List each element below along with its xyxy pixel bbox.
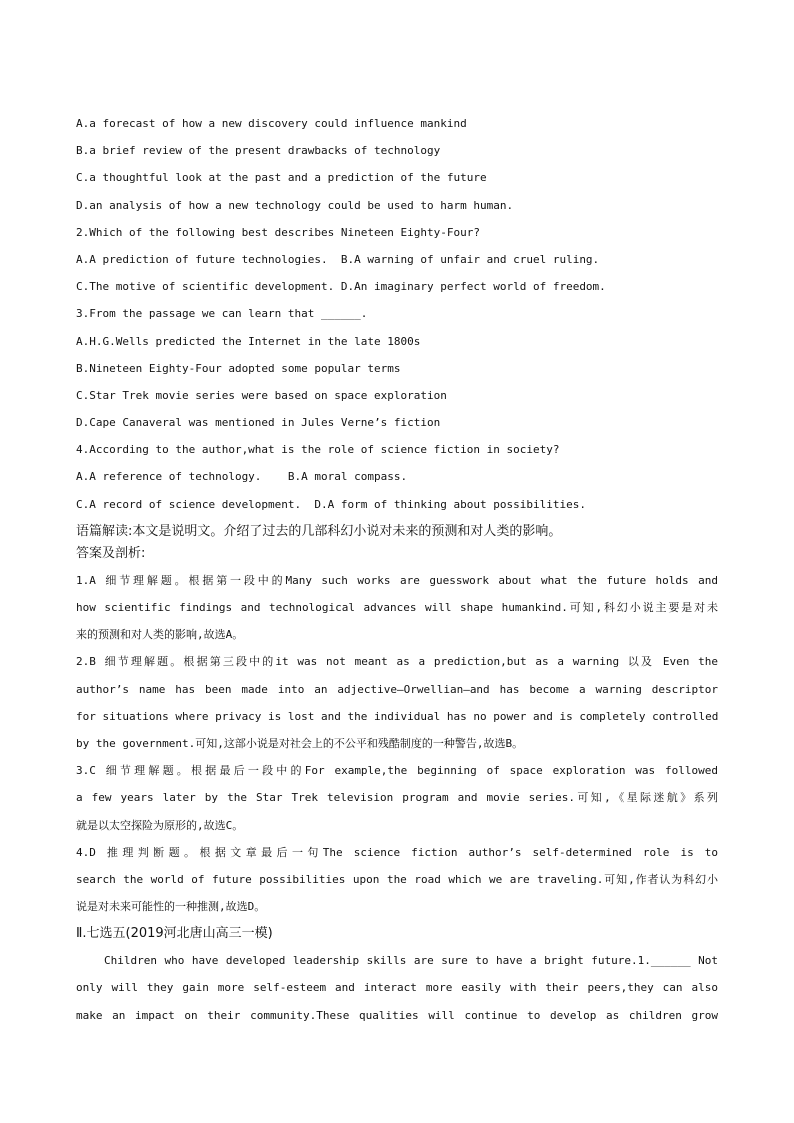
q1-option-c: C.a thoughtful look at the past and a prediction of the future (76, 171, 487, 185)
q3-stem: 3.From the passage we can learn that ______. (76, 307, 368, 321)
answer-3-line: 3.C 细节理解题。根据最后一段中的For example,the beginning of space exploration was followed (76, 764, 718, 778)
q1-option-d: D.an analysis of how a new technology could be used to harm human. (76, 198, 514, 212)
answers-heading: 答案及剖析: (76, 545, 146, 561)
q4-options-ab: A.A reference of technology. B.A moral compass. (76, 470, 408, 484)
answer-4-line: search the world of future possibilities upon the road which we are traveling.可知,作者认为科幻小 (76, 872, 718, 886)
answer-2-line: for situations where privacy is lost and the individual has no power and is completely controlled (76, 709, 718, 723)
answer-4-line: 说是对未来可能性的一种推测,故选D。 (76, 900, 266, 914)
section-2-paragraph-line: only will they gain more self-esteem and interact more easily with their peers,they can also (76, 981, 718, 995)
passage-summary: 语篇解读:本文是说明文。介绍了过去的几部科幻小说对未来的预测和对人类的影响。 (76, 523, 562, 539)
q2-options-cd: C.The motive of scientific development. D.An imaginary perfect world of freedom. (76, 280, 606, 294)
q3-option-a: A.H.G.Wells predicted the Internet in the late 1800s (76, 334, 421, 348)
q1-option-a: A.a forecast of how a new discovery could influence mankind (76, 117, 467, 130)
q2-options-ab: A.A prediction of future technologies. B.A warning of unfair and cruel ruling. (76, 252, 600, 266)
q2-stem: 2.Which of the following best describes Nineteen Eighty-Four? (76, 225, 480, 239)
answer-2-line: by the government.可知,这部小说是对社会上的不公平和残酷制度的一种警告,故选B。 (76, 736, 524, 750)
q3-option-d: D.Cape Canaveral was mentioned in Jules Verne’s fiction (76, 416, 441, 430)
section-2-paragraph-line: Children who have developed leadership skills are sure to have a bright future.1.______ Not (104, 954, 718, 968)
q1-option-b: B.a brief review of the present drawbacks of technology (76, 144, 441, 158)
answer-1-line: 来的预测和对人类的影响,故选A。 (76, 628, 244, 642)
answer-4-line: 4.D 推理判断题。根据文章最后一句The science fiction author’s self-determined role is to (76, 845, 718, 859)
q4-options-cd: C.A record of science development. D.A form of thinking about possibilities. (76, 497, 586, 511)
answer-2-line: 2.B 细节理解题。根据第三段中的it was not meant as a prediction,but as a warning 以及 Even the (76, 655, 718, 669)
answer-1-line: 1.A 细节理解题。根据第一段中的Many such works are guesswork about what the future holds and (76, 573, 718, 587)
page-content (76, 113, 718, 1032)
section-2-paragraph-line: make an impact on their community.These qualities will continue to develop as children grow (76, 1008, 718, 1022)
answer-2-line: author’s name has been made into an adjective—Orwellian—and has become a warning descriptor (76, 682, 718, 696)
q3-option-b: B.Nineteen Eighty-Four adopted some popular terms (76, 361, 401, 375)
q4-stem: 4.According to the author,what is the role of science fiction in society? (76, 443, 560, 457)
q3-option-c: C.Star Trek movie series were based on space exploration (76, 388, 447, 402)
answer-3-line: a few years later by the Star Trek television program and movie series.可知,《星际迷航》系列 (76, 791, 718, 805)
answer-3-line: 就是以太空探险为原形的,故选C。 (76, 818, 244, 832)
section-2-heading: Ⅱ.七选五(2019河北唐山高三一模) (76, 926, 273, 942)
answer-1-line: how scientific findings and technological advances will shape humankind.可知,科幻小说主要是对未 (76, 601, 718, 614)
